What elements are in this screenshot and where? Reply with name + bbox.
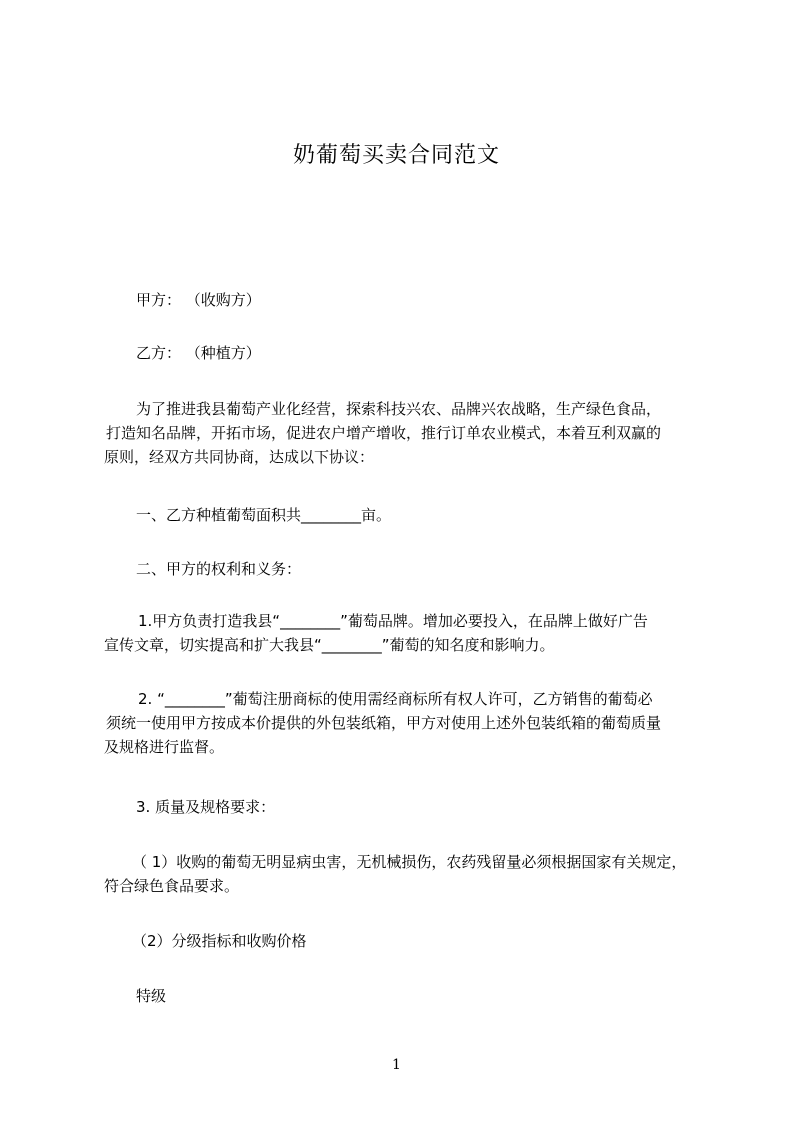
intro-line-3: 原则，经双方共同协商，达成以下协议：: [104, 448, 375, 466]
item-3-heading: 3. 质量及规格要求：: [136, 798, 276, 816]
party-b-line: 乙方： （种植方）: [136, 344, 261, 362]
grade-label: 特级: [136, 987, 167, 1005]
intro-line-2: 打造知名品牌，开拓市场，促进农户增产增收，推行订单农业模式，本着互利双赢的: [106, 424, 662, 442]
item-2-paragraph: [104, 687, 714, 759]
document-title: 奶葡萄买卖合同范文: [292, 143, 500, 168]
item-2-line-3: 及规格进行监督。: [104, 738, 225, 756]
item-1-line-2: 宣传文章，切实提高和扩大我县“________”葡萄的知名度和影响力。: [104, 636, 555, 654]
item-3-1-line-2: 符合绿色食品要求。: [104, 877, 240, 895]
intro-paragraph: [104, 397, 714, 469]
item-1-paragraph: [104, 609, 714, 657]
item-3-1-line-1: （ 1）收购的葡萄无明显病虫害，无机械损伤，农药残留量必须根据国家有关规定，: [132, 853, 687, 871]
item-1-line-1: 1.甲方负责打造我县“________”葡萄品牌。增加必要投入，在品牌上做好广告: [138, 612, 648, 630]
party-a-line: 甲方： （收购方）: [136, 291, 261, 309]
clause-1: 一、乙方种植葡萄面积共________亩。: [136, 506, 392, 524]
item-2-line-2: 须统一使用甲方按成本价提供的外包装纸箱，甲方对使用上述外包装纸箱的葡萄质量: [106, 714, 662, 732]
intro-line-1: 为了推进我县葡萄产业化经营，探索科技兴农、品牌兴农战略，生产绿色食品，: [136, 400, 662, 418]
item-3-2-heading: （2）分级指标和收购价格: [132, 932, 307, 950]
item-3-1-paragraph: [104, 850, 714, 898]
clause-2-heading: 二、甲方的权利和义务：: [136, 560, 302, 578]
page-number: 1: [392, 1057, 401, 1073]
item-2-line-1: 2. “________”葡萄注册商标的使用需经商标所有权人许可，乙方销售的葡萄必: [138, 690, 653, 708]
